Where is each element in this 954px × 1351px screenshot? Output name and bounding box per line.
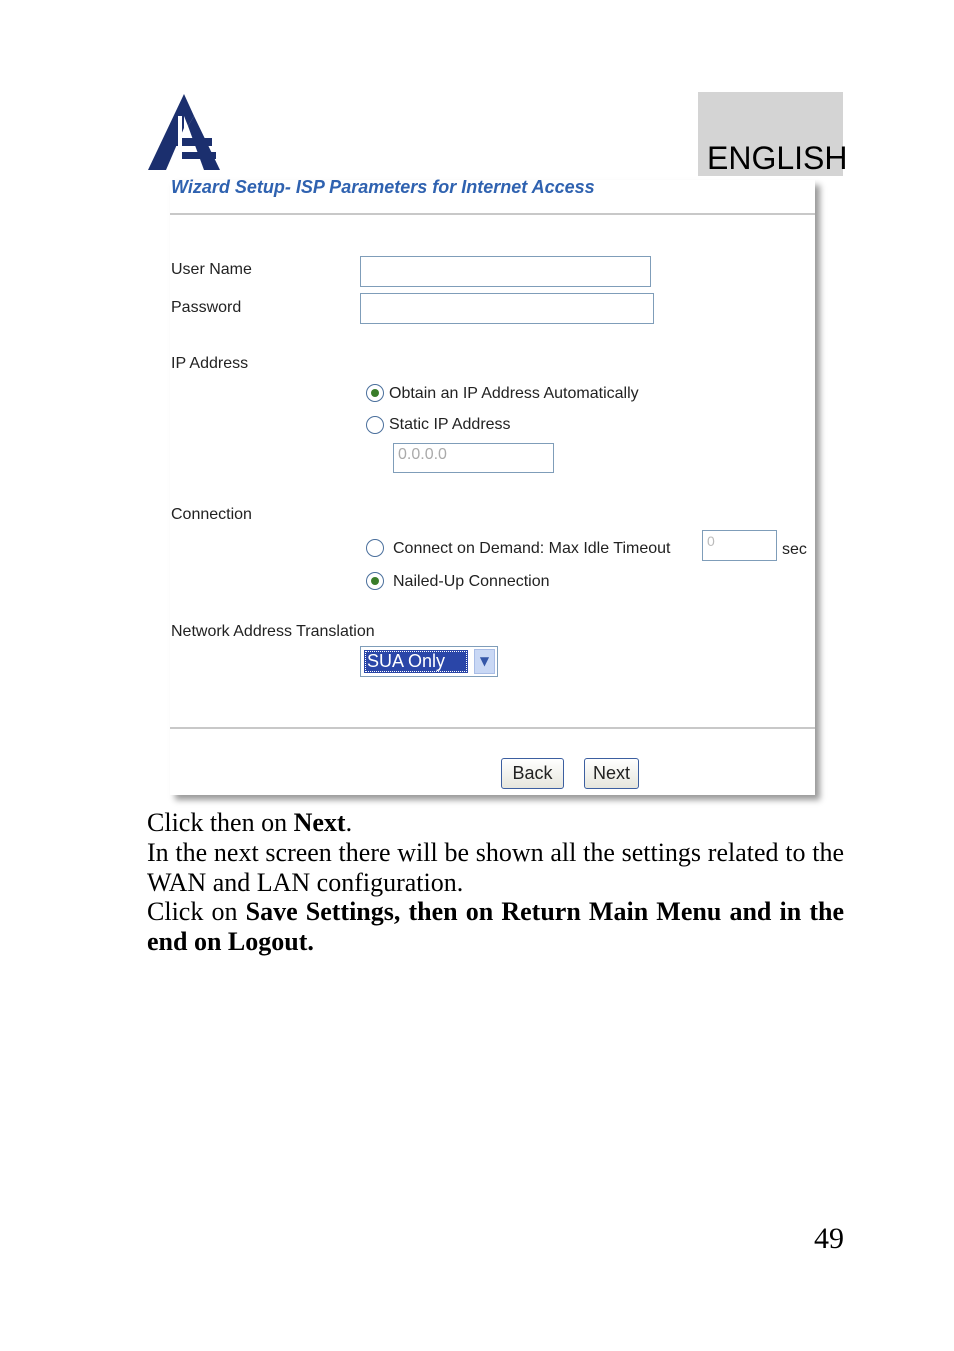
p1-suffix: . [345,808,353,837]
atlantis-logo-icon [148,94,220,170]
page-number: 49 [814,1222,844,1255]
instruction-paragraph-1 [147,808,844,838]
wizard-title: Wizard Setup- ISP Parameters for Internet Access [171,177,595,197]
p3-text: Click on [147,897,246,926]
nat-selected-value: SUA Only [364,650,468,673]
nat-select[interactable] [360,646,498,677]
chevron-down-icon[interactable]: ▼ [474,649,495,674]
static-ip-input[interactable]: 0.0.0.0 [393,443,554,473]
ip-address-label: IP Address [171,355,249,372]
user-name-label: User Name [171,261,252,278]
ip-auto-radio[interactable] [366,384,384,402]
password-input[interactable] [360,293,654,324]
back-button[interactable]: Back [501,758,564,789]
instruction-paragraph-3 [147,897,844,957]
password-label: Password [171,299,242,316]
ip-auto-label: Obtain an IP Address Automatically [389,385,639,402]
nailed-up-label: Nailed-Up Connection [393,573,550,590]
user-name-input[interactable] [360,256,651,287]
ip-static-label: Static IP Address [389,416,511,433]
next-button[interactable]: Next [584,758,639,789]
p1-text: Click then on [147,808,294,837]
divider-top [170,213,815,215]
connection-label: Connection [171,506,252,523]
p3-bold: Save Settings, then on Return Main Menu and in the end on Logout. [147,897,844,956]
instruction-paragraph-2: In the next screen there will be shown all the settings related to the WAN and LAN configuration. [147,838,844,897]
ip-static-radio[interactable] [366,416,384,434]
connect-on-demand-label: Connect on Demand: Max Idle Timeout [393,540,671,557]
nailed-up-radio[interactable] [366,572,384,590]
nat-label: Network Address Translation [171,623,375,640]
idle-timeout-input[interactable]: 0 [702,530,777,561]
language-label: ENGLISH [707,140,848,176]
p1-bold: Next [293,808,346,837]
idle-timeout-unit: sec [782,541,807,558]
divider-bottom [170,727,815,729]
connect-on-demand-radio[interactable] [366,539,384,557]
